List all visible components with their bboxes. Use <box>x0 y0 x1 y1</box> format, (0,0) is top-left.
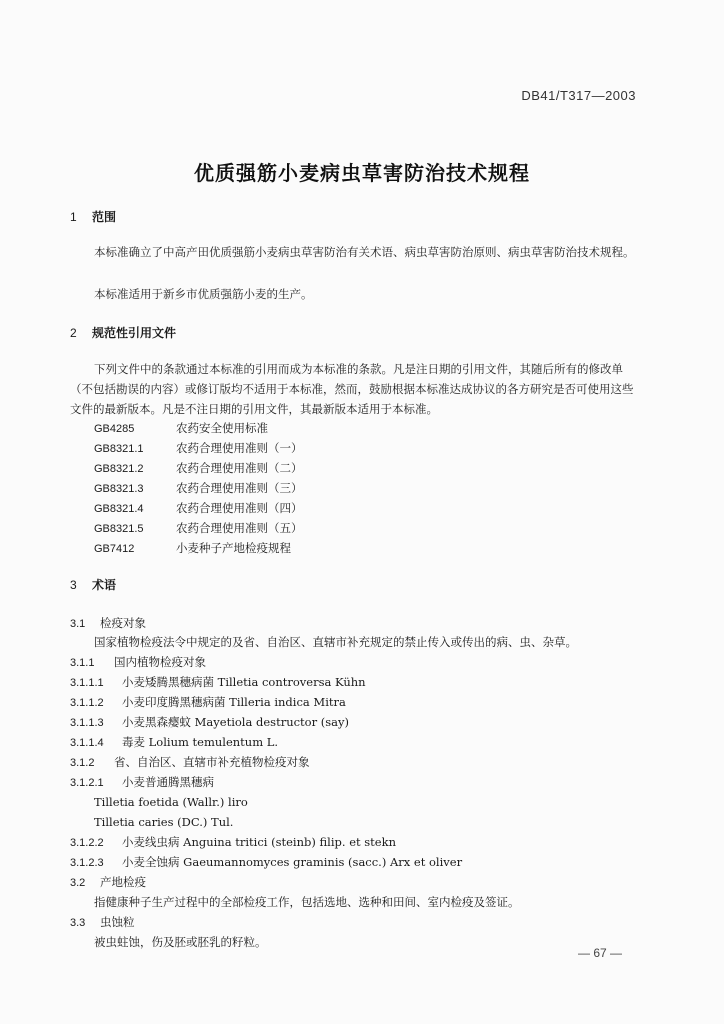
reference-code: GB8321.1 <box>94 443 144 455</box>
term-text: 小麦印度腾黑穗病菌 Tilleria indica Mitra <box>122 695 346 709</box>
term-entry <box>70 614 146 633</box>
term-entry <box>70 673 366 692</box>
term-text: 毒麦 Lolium temulentum L. <box>122 735 279 749</box>
term-text: 小麦矮腾黑穗病菌 Tilletia controversa Kühn <box>122 675 366 689</box>
reference-row <box>94 459 303 478</box>
paragraph: 本标准确立了中高产田优质强筋小麦病虫草害防治有关术语、病虫草害防治原则、病虫草害防治技术规程。 <box>94 245 635 259</box>
term-number: 3.1.2 <box>70 757 95 769</box>
reference-title: 农药合理使用准则（二） <box>176 461 303 475</box>
standard-code: DB41/T317—2003 <box>521 88 636 103</box>
term-text: 小麦普通腾黑穗病 <box>122 775 214 789</box>
reference-code: GB8321.5 <box>94 523 144 535</box>
reference-title: 农药安全使用标准 <box>176 421 268 435</box>
section-heading-terms <box>70 576 116 593</box>
reference-row <box>94 519 303 538</box>
term-number: 3.1.1.2 <box>70 697 104 709</box>
term-text: 小麦线虫病 Anguina tritici (steinb) filip. et stekn <box>122 835 396 849</box>
section-heading-scope <box>70 208 116 225</box>
reference-code: GB4285 <box>94 423 135 435</box>
term-entry <box>70 733 278 752</box>
term-definition <box>94 893 520 911</box>
term-definition <box>94 813 233 831</box>
term-number: 3.3 <box>70 917 86 929</box>
term-number: 3.1.1.1 <box>70 677 104 689</box>
term-text: Tilletia caries (DC.) Tul. <box>94 815 234 829</box>
term-number: 3.1.2.2 <box>70 837 104 849</box>
section-title: 术语 <box>92 578 117 592</box>
reference-row <box>94 499 303 518</box>
reference-code: GB8321.3 <box>94 483 144 495</box>
term-text: 省、自治区、直辖市补充植物检疫对象 <box>114 755 310 769</box>
document-title: 优质强筋小麦病虫草害防治技术规程 <box>194 161 530 185</box>
section-number: 3 <box>70 578 77 592</box>
reference-title: 农药合理使用准则（三） <box>176 481 303 495</box>
reference-row <box>94 439 303 458</box>
term-number: 3.1.1 <box>70 657 95 669</box>
reference-code: GB7412 <box>94 543 135 555</box>
reference-title: 农药合理使用准则（五） <box>176 521 303 535</box>
reference-row <box>94 419 268 438</box>
term-definition <box>94 633 577 651</box>
term-text: 国内植物检疫对象 <box>114 655 206 669</box>
term-definition <box>94 933 267 951</box>
term-text: 产地检疫 <box>100 875 146 889</box>
term-text: 虫蚀粒 <box>100 915 135 929</box>
reference-code: GB8321.2 <box>94 463 144 475</box>
term-definition <box>94 793 248 811</box>
term-entry <box>70 753 310 772</box>
paragraph: 本标准适用于新乡市优质强筋小麦的生产。 <box>94 287 313 301</box>
page-number: — 67 — <box>577 946 622 960</box>
paragraph: 下列文件中的条款通过本标准的引用而成为本标准的条款。凡是注日期的引用文件，其随后所有的修改单（不包括勘误的内容）或修订版均不适用于本标准，然而，鼓励根据本标准达成协议的各方研究是否可使用这些文件的最新版本。凡是不注日期的引用文件，其最新版本适用于本标准。 <box>70 362 634 416</box>
term-entry <box>70 713 349 732</box>
term-entry <box>70 853 462 872</box>
term-text: 检疫对象 <box>100 616 146 630</box>
section-number: 2 <box>70 326 77 340</box>
term-number: 3.1.1.3 <box>70 717 104 729</box>
term-entry <box>70 653 206 672</box>
term-number: 3.1.2.1 <box>70 777 104 789</box>
term-number: 3.1.2.3 <box>70 857 104 869</box>
term-text: 小麦黑森瘿蚊 Mayetiola destructor (say) <box>122 715 349 729</box>
term-number: 3.1.1.4 <box>70 737 104 749</box>
term-entry <box>70 913 135 932</box>
term-entry <box>70 693 346 712</box>
reference-row <box>94 539 291 558</box>
term-number: 3.1 <box>70 618 86 630</box>
reference-title: 农药合理使用准则（一） <box>176 441 303 455</box>
term-text: Tilletia foetida (Wallr.) liro <box>94 795 248 809</box>
reference-row <box>94 479 303 498</box>
section-heading-references <box>70 324 176 341</box>
section-number: 1 <box>70 210 77 224</box>
reference-title: 农药合理使用准则（四） <box>176 501 303 515</box>
reference-title: 小麦种子产地检疫规程 <box>176 541 291 555</box>
section-title: 范围 <box>92 210 117 224</box>
term-text: 小麦全蚀病 Gaeumannomyces graminis (sacc.) Arx et oliver <box>122 855 463 869</box>
section-title: 规范性引用文件 <box>92 326 177 340</box>
term-text: 指健康种子生产过程中的全部检疫工作，包括选地、选种和田间、室内检疫及签证。 <box>94 895 520 909</box>
reference-code: GB8321.4 <box>94 503 144 515</box>
term-entry <box>70 833 396 852</box>
term-entry <box>70 873 146 892</box>
term-entry <box>70 773 214 792</box>
term-number: 3.2 <box>70 877 86 889</box>
term-text: 被虫蛀蚀，伤及胚或胚乳的籽粒。 <box>94 935 267 949</box>
term-text: 国家植物检疫法令中规定的及省、自治区、直辖市补充规定的禁止传入或传出的病、虫、杂草。 <box>94 635 577 649</box>
